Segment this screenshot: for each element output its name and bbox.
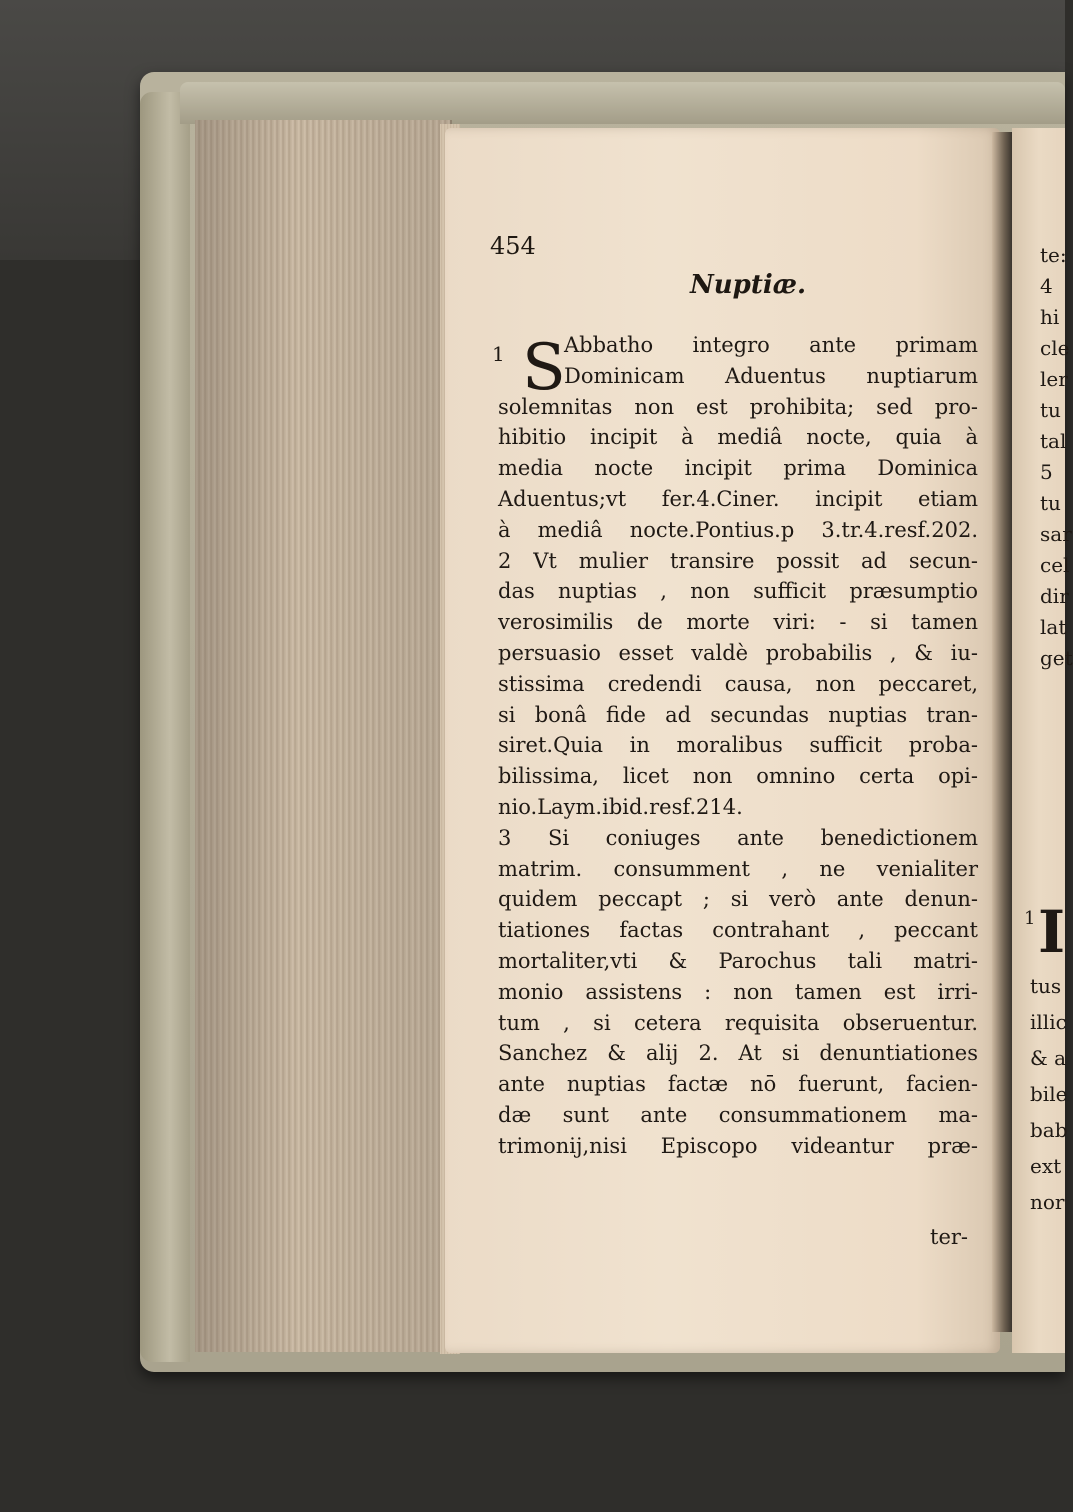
facing-line: get (1040, 646, 1073, 670)
facing-line: bile (1030, 1082, 1068, 1106)
facing-line: te: (1040, 243, 1067, 267)
text-line: Sanchez & alij 2. At si denuntiationes (498, 1041, 978, 1066)
facing-page-text (1040, 240, 1073, 674)
page-edges-shade (195, 120, 450, 1352)
text-line: Abbatho integro ante primam (564, 333, 978, 357)
facing-line: illic (1030, 1010, 1067, 1034)
catchword: ter- (930, 1225, 969, 1249)
facing-line: tu (1040, 491, 1061, 515)
text-line: persuasio esset valdè probabilis , & iu- (498, 640, 978, 665)
text-line: mortaliter,vti & Parochus tali matri- (498, 948, 978, 973)
text-line: nio.Laym.ibid.resf.214. (498, 794, 743, 819)
page-number: 454 (490, 232, 536, 260)
text-line: ante nuptias factæ nō fuerunt, facien- (498, 1072, 978, 1097)
text-line: siret.Quia in moralibus sufficit proba- (498, 733, 978, 758)
text-line: dæ sunt ante consummationem ma- (498, 1102, 978, 1127)
facing-line: ext (1030, 1154, 1062, 1178)
facing-initial: I (1038, 898, 1066, 966)
text-line: media nocte incipit prima Dominica (498, 456, 978, 481)
text-line: Dominicam Aduentus nuptiarum (564, 363, 978, 388)
text-line: à mediâ nocte.Pontius.p 3.tr.4.resf.202. (498, 517, 978, 542)
text-line: das nuptias , non sufficit præsumptio (498, 579, 978, 604)
text-line: quidem peccapt ; si verò ante denun- (498, 887, 978, 912)
text-line: trimonij,nisi Episcopo videantur præ- (498, 1133, 978, 1158)
facing-page-text-lower (1030, 968, 1068, 1220)
facing-line: tal (1040, 429, 1067, 453)
facing-line: bab (1030, 1118, 1068, 1142)
facing-line: ler (1040, 367, 1068, 391)
facing-line: hi (1040, 305, 1060, 329)
facing-line: lat (1040, 615, 1067, 639)
text-line: monio assistens : non tamen est irri- (498, 979, 978, 1004)
facing-line: dir (1040, 584, 1069, 608)
facing-line: 5 (1040, 460, 1053, 484)
text-line: tiationes factas contrahant , peccant (498, 918, 978, 943)
text-line: matrim. consumment , ne venialiter (498, 856, 978, 881)
facing-line: & a (1030, 1046, 1067, 1070)
text-line: Aduentus;vt fer.4.Ciner. incipit etiam (498, 486, 978, 511)
text-line: solemnitas non est prohibita; sed pro- (498, 394, 978, 419)
facing-paragraph-number: 1 (1024, 908, 1036, 929)
text-line: verosimilis de morte viri: - si tamen (498, 610, 978, 635)
text-line: tum , si cetera requisita obseruentur. (498, 1010, 978, 1035)
book-spine (140, 92, 190, 1362)
facing-line: 4 (1040, 274, 1053, 298)
drop-cap: S (522, 331, 566, 405)
facing-line: tu (1040, 398, 1061, 422)
top-binding (180, 82, 1065, 124)
facing-line: cel (1040, 553, 1070, 577)
gutter (992, 132, 1012, 1332)
text-line: bilissima, licet non omnino certa opi- (498, 764, 978, 789)
facing-line: sar (1040, 522, 1072, 546)
text-line: 2 Vt mulier transire possit ad secun- (498, 548, 978, 573)
paragraph-number: 1 (492, 342, 505, 366)
text-line: hibitio incipit à mediâ nocte, quia à (498, 425, 978, 450)
text-line: si bonâ fide ad secundas nuptias tran- (498, 702, 978, 727)
facing-line: tus (1030, 974, 1062, 998)
facing-line: cle (1040, 336, 1070, 360)
text-line: 3 Si coniuges ante benedictionem (498, 825, 978, 850)
running-head: Nuptiæ. (690, 270, 807, 300)
facing-line: nor (1030, 1190, 1065, 1214)
body-text (498, 330, 978, 1162)
text-line: stissima credendi causa, non peccaret, (498, 671, 978, 696)
